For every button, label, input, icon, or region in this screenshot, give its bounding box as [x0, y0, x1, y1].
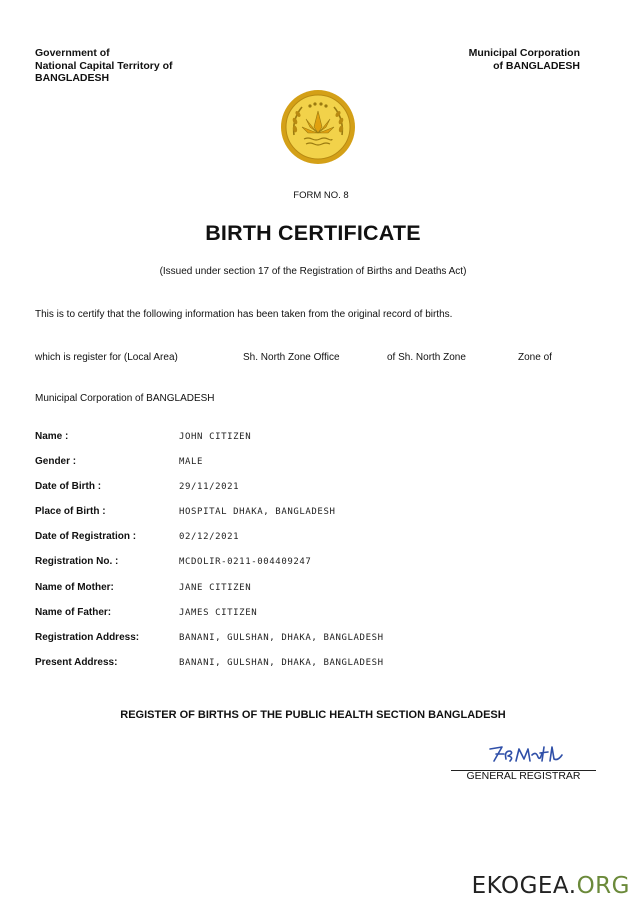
field-value: JAMES CITIZEN: [179, 607, 258, 618]
issuer-municipal-header: [469, 47, 580, 72]
field-label: Gender :: [35, 456, 77, 468]
field-value: MALE: [179, 457, 204, 468]
local-area-zone-of: Zone of: [518, 352, 552, 363]
signature-icon: [486, 741, 566, 767]
field-value: MCDOLIR-0211-004409247: [179, 557, 312, 568]
watermark-logo: [472, 873, 630, 899]
field-label: Place of Birth :: [35, 506, 106, 518]
field-value: 29/11/2021: [179, 482, 240, 493]
certification-statement: This is to certify that the following information has been taken from the original record of births.: [35, 309, 453, 320]
local-area-office: Sh. North Zone Office: [243, 352, 340, 363]
field-value: BANANI, GULSHAN, DHAKA, BANGLADESH: [179, 657, 384, 668]
issuer-government-header: [35, 47, 173, 85]
certificate-title: BIRTH CERTIFICATE: [205, 221, 421, 245]
field-gender: [35, 456, 595, 481]
field-label: Present Address:: [35, 656, 118, 668]
field-label: Name of Father:: [35, 606, 112, 618]
form-number: FORM NO. 8: [293, 190, 349, 201]
field-value: JANE CITIZEN: [179, 582, 252, 593]
field-date-of-registration: [35, 531, 595, 556]
field-value: 02/12/2021: [179, 532, 240, 543]
field-value: JOHN CITIZEN: [179, 432, 252, 442]
watermark-text: EKOGEA.: [471, 873, 577, 899]
local-area-label: which is register for (Local Area): [35, 352, 178, 363]
field-present-address: [35, 657, 595, 682]
municipal-corporation-line: Municipal Corporation of BANGLADESH: [35, 393, 215, 404]
field-label: Name :: [35, 431, 69, 442]
register-of-births-line: REGISTER OF BIRTHS OF THE PUBLIC HEALTH SECTION BANGLADESH: [120, 709, 506, 721]
field-name: [35, 431, 595, 456]
field-registration-no: [35, 556, 595, 581]
field-value: HOSPITAL DHAKA, BANGLADESH: [179, 507, 336, 518]
national-emblem-icon: [280, 89, 356, 165]
field-label: Registration Address:: [35, 631, 140, 643]
field-label: Date of Registration :: [35, 531, 137, 543]
field-place-of-birth: [35, 506, 595, 531]
issuer-line-1: Government of: [35, 47, 110, 59]
municipal-line-2: of BANGLADESH: [493, 59, 580, 72]
registration-details: [35, 431, 595, 682]
general-registrar-label: GENERAL REGISTRAR: [466, 770, 581, 782]
field-label: Registration No. :: [35, 556, 119, 568]
municipal-line-1: Municipal Corporation: [468, 47, 580, 59]
local-area-zone: of Sh. North Zone: [387, 352, 466, 363]
field-registration-address: [35, 632, 595, 657]
field-date-of-birth: [35, 481, 595, 506]
field-name-of-mother: [35, 582, 595, 607]
watermark-suffix: ORG: [576, 873, 630, 899]
issuer-line-3: BANGLADESH: [35, 72, 110, 84]
field-label: Name of Mother:: [35, 581, 114, 593]
field-label: Date of Birth :: [35, 481, 102, 493]
certificate-subtitle: (Issued under section 17 of the Registration of Births and Deaths Act): [159, 266, 467, 277]
issuer-line-2: National Capital Territory of: [35, 59, 173, 72]
field-value: BANANI, GULSHAN, DHAKA, BANGLADESH: [179, 632, 384, 643]
field-name-of-father: [35, 607, 595, 632]
